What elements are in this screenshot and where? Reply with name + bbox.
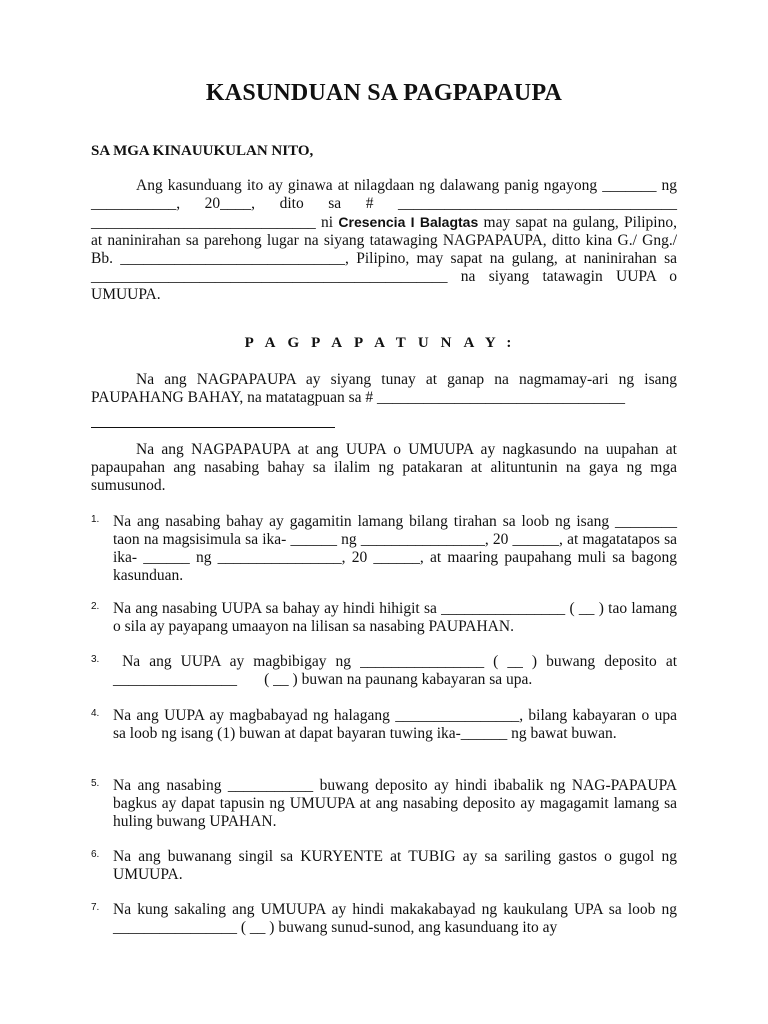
list-item	[91, 600, 677, 636]
lessor-name: Cresencia I Balagtas	[338, 214, 479, 230]
list-item	[91, 513, 677, 585]
list-item	[91, 848, 677, 884]
item-number: 4.	[91, 708, 100, 719]
list-item	[91, 901, 677, 937]
item-number: 5.	[91, 778, 100, 789]
list-item	[91, 707, 677, 743]
item-text: Na ang UUPA ay magbibigay ng ________________ ( __ ) buwang deposito at ________________ ( __ ) buwan na paunang kabayaran sa upa.	[113, 653, 681, 688]
salutation: SA MGA KINAUUKULAN NITO,	[91, 143, 314, 159]
section-heading: PAGPAPATUNAY:	[244, 335, 524, 351]
item-number: 7.	[91, 902, 100, 913]
item-number: 2.	[91, 601, 100, 612]
address-blank-line	[91, 427, 335, 428]
list-item	[91, 653, 681, 689]
item-number: 1.	[91, 514, 100, 525]
affirmation-paragraph-1	[91, 371, 677, 407]
affirmation-paragraph-2	[91, 441, 677, 495]
item-text: Na ang nasabing UUPA sa bahay ay hindi hihigit sa ________________ ( __ ) tao lamang o sila ay payapang umaayon na lilisan sa nasabing PAUPAHAN.	[113, 600, 677, 635]
intro-paragraph	[91, 177, 677, 304]
intro-text-start: Ang kasunduang ito ay ginawa at nilagdaan ng dalawang panig ngayong _______ ng ___________, 20____, dito sa # ____________________________________ _____________________________ ni	[91, 177, 677, 231]
intro-text-end: may sapat na gulang, Pilipino, at naninirahan sa parehong lugar na siyang tatawaging NAGPAPAUPA, ditto kina G./ Gng./ Bb. _____________________________, Pilipino, may sapat na gulang, at naninirahan sa ______________________________________________ na siyang tatawagin UUPA o UMUUPA.	[91, 214, 677, 303]
item-text: Na ang nasabing bahay ay gagamitin lamang bilang tirahan sa loob ng isang ________ taon na magsisimula sa ika- ______ ng ________________, 20 ______, at magatatapos sa ika- ______ ng ________________, 20 ______, at maaring paupahang muli sa bagong kasunduan.	[113, 513, 677, 584]
page-title: KASUNDUAN SA PAGPAPAUPA	[205, 80, 563, 106]
affirmation-text-2: Na ang NAGPAPAUPA at ang UUPA o UMUUPA ay nagkasundo na uupahan at papaupahan ang nasabing bahay sa ilalim ng patakaran at alituntunin na gaya ng mga sumusunod.	[91, 441, 677, 494]
item-text: Na ang UUPA ay magbabayad ng halagang ________________, bilang kabayaran o upa sa loob ng isang (1) buwan at dapat bayaran tuwing ika-______ ng bawat buwan.	[113, 707, 677, 742]
item-text: Na kung sakaling ang UMUUPA ay hindi makakabayad ng kaukulang UPA sa loob ng ________________ ( __ ) buwang sunud-sunod, ang kasunduang ito ay	[113, 901, 677, 936]
item-text: Na ang nasabing ___________ buwang deposito ay hindi ibabalik ng NAG-PAPAUPA bagkus ay dapat tapusin ng UMUUPA at ang nasabing deposito ay magagamit lamang sa huling buwang UPAHAN.	[113, 777, 677, 830]
item-number: 3.	[91, 654, 100, 665]
item-number: 6.	[91, 849, 100, 860]
list-item	[91, 777, 677, 831]
item-text: Na ang buwanang singil sa KURYENTE at TUBIG ay sa sariling gastos o gugol ng UMUUPA.	[113, 848, 677, 883]
affirmation-text-1: Na ang NAGPAPAUPA ay siyang tunay at ganap na nagmamay-ari ng isang PAUPAHANG BAHAY, na matatagpuan sa # ________________________________	[91, 371, 677, 406]
